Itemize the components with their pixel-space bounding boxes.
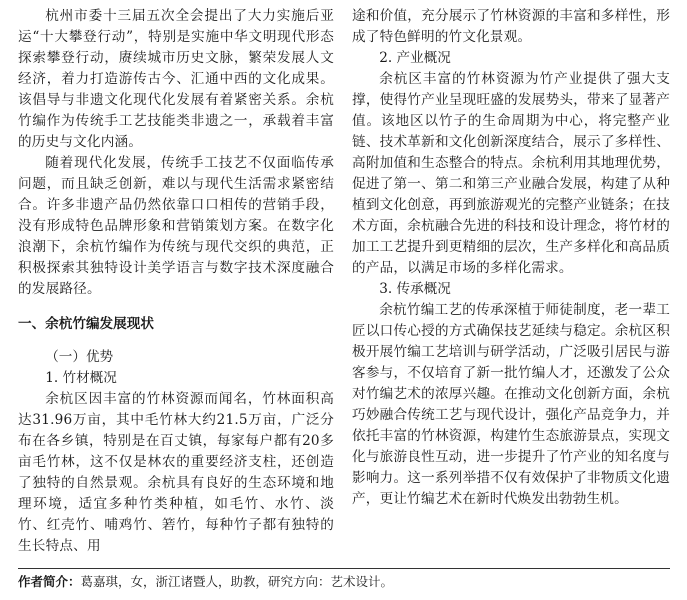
author-text: 葛嘉琪，女，浙江诸暨人，助教，研究方向：艺术设计。: [80, 574, 394, 589]
bamboo-overview-continued: 途和价值，充分展示了竹林资源的丰富和多样性，形成了特色鲜明的竹文化景观。: [352, 8, 670, 45]
bamboo-overview-paragraph: 余杭区因丰富的竹林资源而闻名，竹林面积高达31.96万亩，其中毛竹林大约21.5万亩，广泛分布在各乡镇，特别是在百丈镇，每家每户都有20多亩毛竹林，这不仅是林农的重要经济支柱，还创造了独特的自然景观。余杭具有良好的生态环境和地理环境，适宜多种竹类种植，如毛竹、水竹、淡竹、红壳竹、哺鸡竹、箬竹，每种竹子都有独特的生长特点、用: [18, 391, 334, 554]
subheading-inheritance-overview: 3. 传承概况: [379, 281, 451, 297]
intro-paragraph: 杭州市委十三届五次全会提出了大力实施后亚运“十大攀登行动”，特别是实施中华文明现代形态探索攀登行动，赓续城市历史文脉，繁荣发展人文经济，着力打造游传古今、汇通中西的文化成果。该倡导与非遗文化现代化发展有着紧密关系。余杭竹编作为传统手工艺技能类非遗之一，承载着丰富的历史与文化内涵。: [18, 8, 334, 150]
inheritance-overview-paragraph: 余杭竹编工艺的传承深植于师徒制度，老一辈工匠以口传心授的方式确保技艺延续与稳定。余杭区积极开展竹编工艺培训与研学活动，广泛吸引居民与游客参与，不仅培育了新一批竹编人才，还激发了公众对竹编艺术的浓厚兴趣。在推动文化创新方面，余杭巧妙融合传统工艺与现代设计，强化产品竞争力，并依托丰富的竹林资源，构建竹生态旅游景点，实现文化与旅游良性互动，进一步提升了竹产业的知名度与影响力。这一系列举措不仅有效保护了非物质文化遗产，更让竹编艺术在新时代焕发出勃勃生机。: [352, 302, 670, 507]
industry-overview-paragraph: 余杭区丰富的竹林资源为竹产业提供了强大支撑，使得竹产业呈现旺盛的发展势头，带来了显著产值。该地区以竹子的生命周期为中心，将完整产业链、技术革新和文化创新深度结合，展示了多样性、高附加值和生态整合的特点。余杭利用其地理优势，促进了第一、第二和第三产业融合发展，构建了从种植到文化创意，再到旅游观光的完整产业链条；在技术方面，余杭融合先进的科技和设计理念，将竹材的加工工艺提升到更精细的层次，生产多样化和高品质的产品，以满足市场的多样化需求。: [352, 71, 670, 276]
author-label: 作者简介：: [18, 574, 81, 589]
left-column: [18, 6, 334, 557]
subheading-industry-overview: 2. 产业概况: [379, 50, 451, 66]
author-note: [18, 573, 670, 591]
subheading-bamboo-overview: 1. 竹材概况: [45, 370, 117, 386]
right-column: [352, 6, 670, 510]
footnote-divider: [18, 568, 670, 569]
subsection-advantages: （一）优势: [45, 349, 114, 365]
modernization-paragraph: 随着现代化发展，传统手工技艺不仅面临传承问题，而且缺乏创新，难以与现代生活需求紧密结合。许多非遗产品仍然依靠口口相传的营销手段，没有形成特色品牌形象和营销策划方案。在数字化浪潮下，余杭竹编作为传统与现代交织的典范，正积极探索其独特设计美学语言与数字技术深度融合的发展路径。: [18, 155, 334, 297]
section-title: 一、余杭竹编发展现状: [18, 316, 154, 332]
